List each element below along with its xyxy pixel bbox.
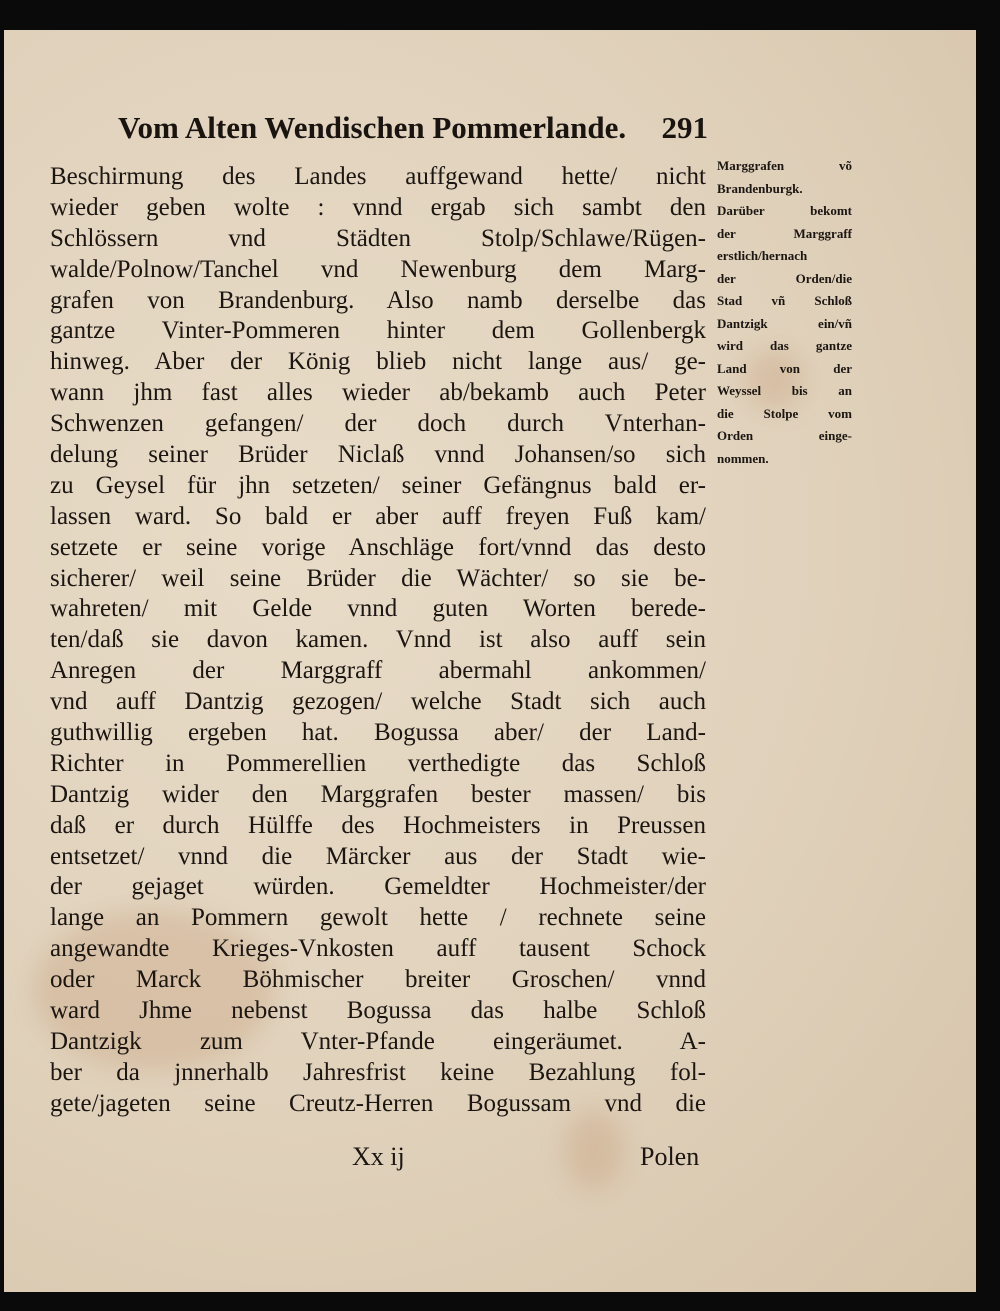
margin-note-line: Land von der — [717, 360, 852, 376]
catchword: Polen — [640, 1142, 700, 1171]
text-line: gete/jageten seine Creutz-Herren Bogussam vnd die — [50, 1089, 706, 1117]
margin-note-line: wird das gantze — [717, 338, 852, 353]
text-line: ber da jnnerhalb Jahresfrist keine Bezahlung fol- — [50, 1058, 706, 1086]
text-line: entsetzet/ vnnd die Märcker aus der Stadt wie- — [50, 842, 706, 870]
text-line: ward Jhme nebenst Bogussa das halbe Schloß — [50, 997, 706, 1025]
margin-note-line: Marggrafen võ — [717, 158, 852, 173]
text-line: oder Marck Böhmischer breiter Groschen/ vnnd — [50, 966, 706, 994]
text-line: ten/daß sie davon kamen. Vnnd ist also auff sein — [50, 626, 706, 654]
margin-note-line: der Marggraff — [717, 225, 852, 241]
text-line: Dantzigk zum Vnter-Pfande eingeräumet. A- — [50, 1027, 706, 1055]
margin-note-line: Brandenburgk. — [717, 180, 803, 196]
margin-note-line: Weyssel bis an — [717, 383, 852, 398]
text-line: Anregen der Marggraff abermahl ankommen/ — [50, 657, 706, 685]
text-line: Beschirmung des Landes auffgewand hette/ nicht — [50, 163, 706, 190]
text-line: lassen ward. So bald er aber auff freyen Fuß kam/ — [50, 502, 706, 530]
text-line: Richter in Pommerellien verthedigte das Schloß — [50, 749, 706, 777]
text-line: delung seiner Brüder Niclaß vnnd Johansen/so sich — [50, 441, 706, 469]
text-line: vnd auff Dantzig gezogen/ welche Stadt sich auch — [50, 688, 706, 716]
text-line: wann jhm fast alles wieder ab/bekamb auch Peter — [50, 379, 706, 407]
text-line: setzete er seine vorige Anschläge fort/vnnd das desto — [50, 533, 706, 561]
margin-note-line: Darüber bekomt — [717, 203, 852, 218]
running-header — [118, 110, 708, 146]
main-text — [50, 162, 706, 1120]
margin-note-line: Stad vñ Schloß — [717, 293, 852, 308]
margin-note-line: der Orden/die — [717, 270, 852, 286]
text-line: daß er durch Hülffe des Hochmeisters in Preussen — [50, 811, 706, 839]
text-line: walde/Polnow/Tanchel vnd Newenburg dem Marg- — [50, 255, 706, 283]
text-line: sicherer/ weil seine Brüder die Wächter/ so sie be- — [50, 564, 706, 592]
text-line: hinweg. Aber der König blieb nicht lange aus/ ge- — [50, 348, 706, 376]
text-line: der gejaget würden. Gemeldter Hochmeister/der — [50, 873, 706, 901]
text-line: angewandte Krieges-Vnkosten auff tausent Schock — [50, 935, 706, 963]
text-line: wieder geben wolte : vnnd ergab sich sambt den — [50, 193, 706, 221]
page-number: 291 — [661, 110, 708, 145]
margin-note-line: Dantzigk ein/vñ — [717, 315, 852, 331]
running-title: Vom Alten Wendischen Pommerlande. — [118, 110, 627, 145]
text-line: wahreten/ mit Gelde vnnd guten Worten berede- — [50, 595, 706, 623]
text-line: lange an Pommern gewolt hette / rechnete seine — [50, 904, 706, 932]
margin-note-line: erstlich/hernach — [717, 248, 808, 263]
signature-mark: Xx ij — [352, 1142, 405, 1171]
margin-note-line: die Stolpe vom — [717, 405, 852, 421]
text-line: guthwillig ergeben hat. Bogussa aber/ der Land- — [50, 719, 706, 747]
text-line: Schlössern vnd Städten Stolp/Schlawe/Rügen- — [50, 224, 706, 252]
margin-note-line: nommen. — [717, 450, 769, 466]
text-line: gantze Vinter-Pommeren hinter dem Gollenbergk — [50, 317, 706, 345]
text-line: grafen von Brandenburg. Also namb derselbe das — [50, 286, 706, 314]
text-line: Schwenzen gefangen/ der doch durch Vnterhan- — [50, 410, 706, 438]
margin-note-line: Orden einge- — [717, 428, 852, 443]
margin-note — [717, 155, 852, 470]
text-line: zu Geysel für jhn setzeten/ seiner Gefängnus bald er- — [50, 471, 706, 499]
text-line: Dantzig wider den Marggrafen bester massen/ bis — [50, 780, 706, 808]
